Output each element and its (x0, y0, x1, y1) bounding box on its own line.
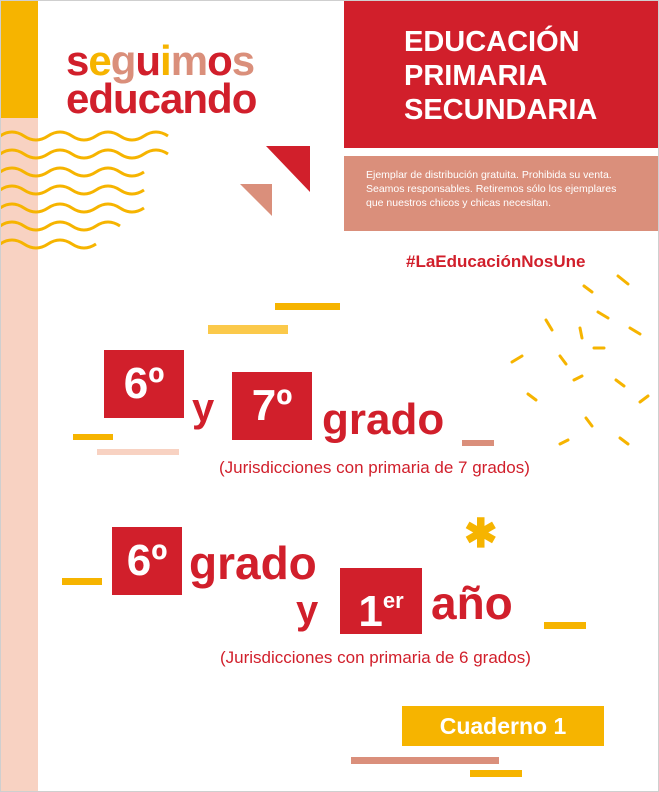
deco-bar (462, 440, 494, 446)
level-header (344, 0, 659, 148)
connector-y: y (296, 588, 319, 632)
ano-word: año (431, 577, 513, 629)
deco-bar (470, 770, 522, 777)
logo-letter: u (135, 37, 161, 84)
logo-letter: g (110, 37, 136, 84)
deco-bar (97, 449, 179, 455)
notice-line: que nuestros chicos y chicas necesitan. (366, 197, 552, 209)
cuaderno-label: Cuaderno 1 (439, 713, 567, 739)
header-line: EDUCACIÓN (404, 26, 580, 58)
notice-line: Ejemplar de distribución gratuita. Prohibida su venta. (366, 169, 612, 181)
deco-bar (62, 578, 102, 585)
asterisk-icon: ✱ (464, 512, 498, 556)
confetti-decoration (500, 268, 659, 458)
year-number: 1 (358, 587, 383, 636)
grade-seven-box: 7º (232, 372, 312, 440)
grade-six-box: 6º (104, 350, 184, 418)
distribution-notice (344, 156, 659, 231)
deco-bar (73, 434, 113, 440)
logo-letter: m (170, 37, 208, 84)
connector-y: y (192, 386, 215, 430)
logo-letter: e (88, 37, 111, 84)
cuaderno-badge (402, 706, 604, 746)
logo-letter: s (66, 37, 89, 84)
logo-letter: o (207, 37, 232, 84)
logo-letter: i (160, 37, 171, 84)
deco-bar (208, 325, 288, 334)
jurisdiction-note: (Jurisdicciones con primaria de 7 grados) (219, 458, 530, 477)
grado-word: grado (189, 537, 317, 589)
notice-line: Seamos responsables. Retiremos sólo los ejemplares (366, 183, 617, 195)
left-strip-yellow (0, 0, 38, 118)
grado-word: grado (322, 395, 445, 444)
jurisdiction-note: (Jurisdicciones con primaria de 6 grados) (220, 648, 531, 667)
first-year-box (340, 568, 422, 634)
deco-bar (275, 303, 340, 310)
logo-letter: s (231, 37, 255, 84)
logo-educando: educando (66, 75, 257, 122)
wavy-lines-decoration (0, 128, 170, 258)
header-line: PRIMARIA (404, 60, 548, 92)
deco-bar (544, 622, 586, 629)
header-line: SECUNDARIA (404, 94, 598, 126)
hashtag: #LaEducaciónNosUne (406, 252, 586, 271)
triangle-decoration (236, 146, 316, 218)
grade-six-box: 6º (112, 527, 182, 595)
deco-bar (351, 757, 499, 764)
year-suffix: er (382, 588, 404, 613)
